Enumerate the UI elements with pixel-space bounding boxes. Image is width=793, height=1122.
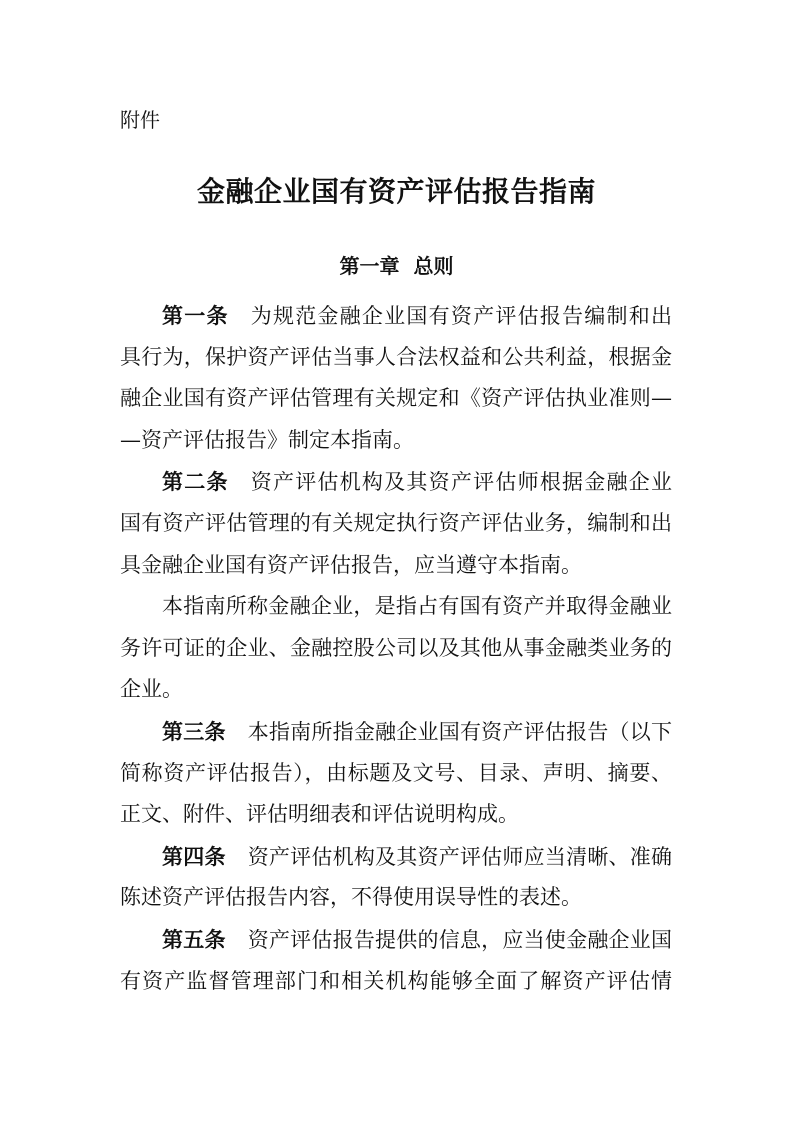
- article-label: 第二条: [162, 469, 229, 495]
- article-paragraph: [120, 711, 672, 836]
- text-line: [120, 420, 672, 462]
- text-line: [120, 295, 672, 337]
- chapter-name: 总则: [413, 254, 454, 278]
- line-text: 具金融企业国有资产评估报告，应当遵守本指南。: [120, 552, 582, 577]
- article-paragraph: [120, 461, 672, 586]
- chapter-number: 第一章: [339, 254, 400, 278]
- article-label: 第三条: [162, 718, 226, 744]
- text-line: [120, 669, 672, 711]
- text-line: [120, 961, 672, 1003]
- line-text: 资产评估报告提供的信息，应当使金融企业国: [247, 927, 672, 952]
- line-text: 有资产监督管理部门和相关机构能够全面了解资产评估情: [120, 968, 672, 993]
- article-label: 第五条: [162, 926, 226, 952]
- text-line: [120, 337, 672, 379]
- line-text: —资产评估报告》制定本指南。: [120, 427, 414, 452]
- text-line: [120, 794, 672, 836]
- line-text: 务许可证的企业、金融控股公司以及其他从事金融类业务的: [120, 635, 672, 660]
- line-text: 陈述资产评估报告内容，不得使用误导性的表述。: [120, 885, 582, 910]
- text-line: [120, 378, 672, 420]
- article-paragraph: [120, 295, 672, 461]
- text-line: [120, 586, 672, 628]
- article-paragraph: [120, 836, 672, 919]
- line-text: 企业。: [120, 677, 183, 702]
- text-line: [120, 628, 672, 670]
- line-text: 为规范金融企业国有资产评估报告编制和出: [250, 304, 672, 328]
- text-line: [120, 503, 672, 545]
- article-paragraph: [120, 919, 672, 1002]
- line-text: 资产评估机构及其资产评估师应当清晰、准确: [247, 844, 672, 869]
- text-line: [120, 753, 672, 795]
- chapter-heading: [0, 250, 793, 279]
- text-line: [120, 711, 672, 753]
- line-text: 融企业国有资产评估管理有关规定和《资产评估执业准则—: [120, 386, 672, 411]
- line-text: 具行为，保护资产评估当事人合法权益和公共利益，根据金: [120, 344, 672, 369]
- document-title: 金融企业国有资产评估报告指南: [196, 175, 596, 208]
- line-text: 本指南所称金融企业，是指占有国有资产并取得金融业: [162, 594, 672, 619]
- document-body: [120, 295, 672, 1002]
- line-text: 本指南所指金融企业国有资产评估报告（以下: [247, 719, 672, 744]
- text-line: [120, 877, 672, 919]
- article-label: 第一条: [162, 303, 229, 328]
- text-line: [120, 461, 672, 503]
- article-paragraph: [120, 586, 672, 711]
- text-line: [120, 836, 672, 878]
- article-label: 第四条: [162, 843, 226, 869]
- line-text: 简称资产评估报告），由标题及文号、目录、声明、摘要、: [120, 760, 672, 785]
- attachment-label: 附件: [120, 108, 160, 132]
- text-line: [120, 545, 672, 587]
- line-text: 资产评估机构及其资产评估师根据金融企业: [250, 470, 672, 495]
- line-text: 正文、附件、评估明细表和评估说明构成。: [120, 802, 519, 827]
- line-text: 国有资产评估管理的有关规定执行资产评估业务，编制和出: [120, 510, 672, 535]
- text-line: [120, 919, 672, 961]
